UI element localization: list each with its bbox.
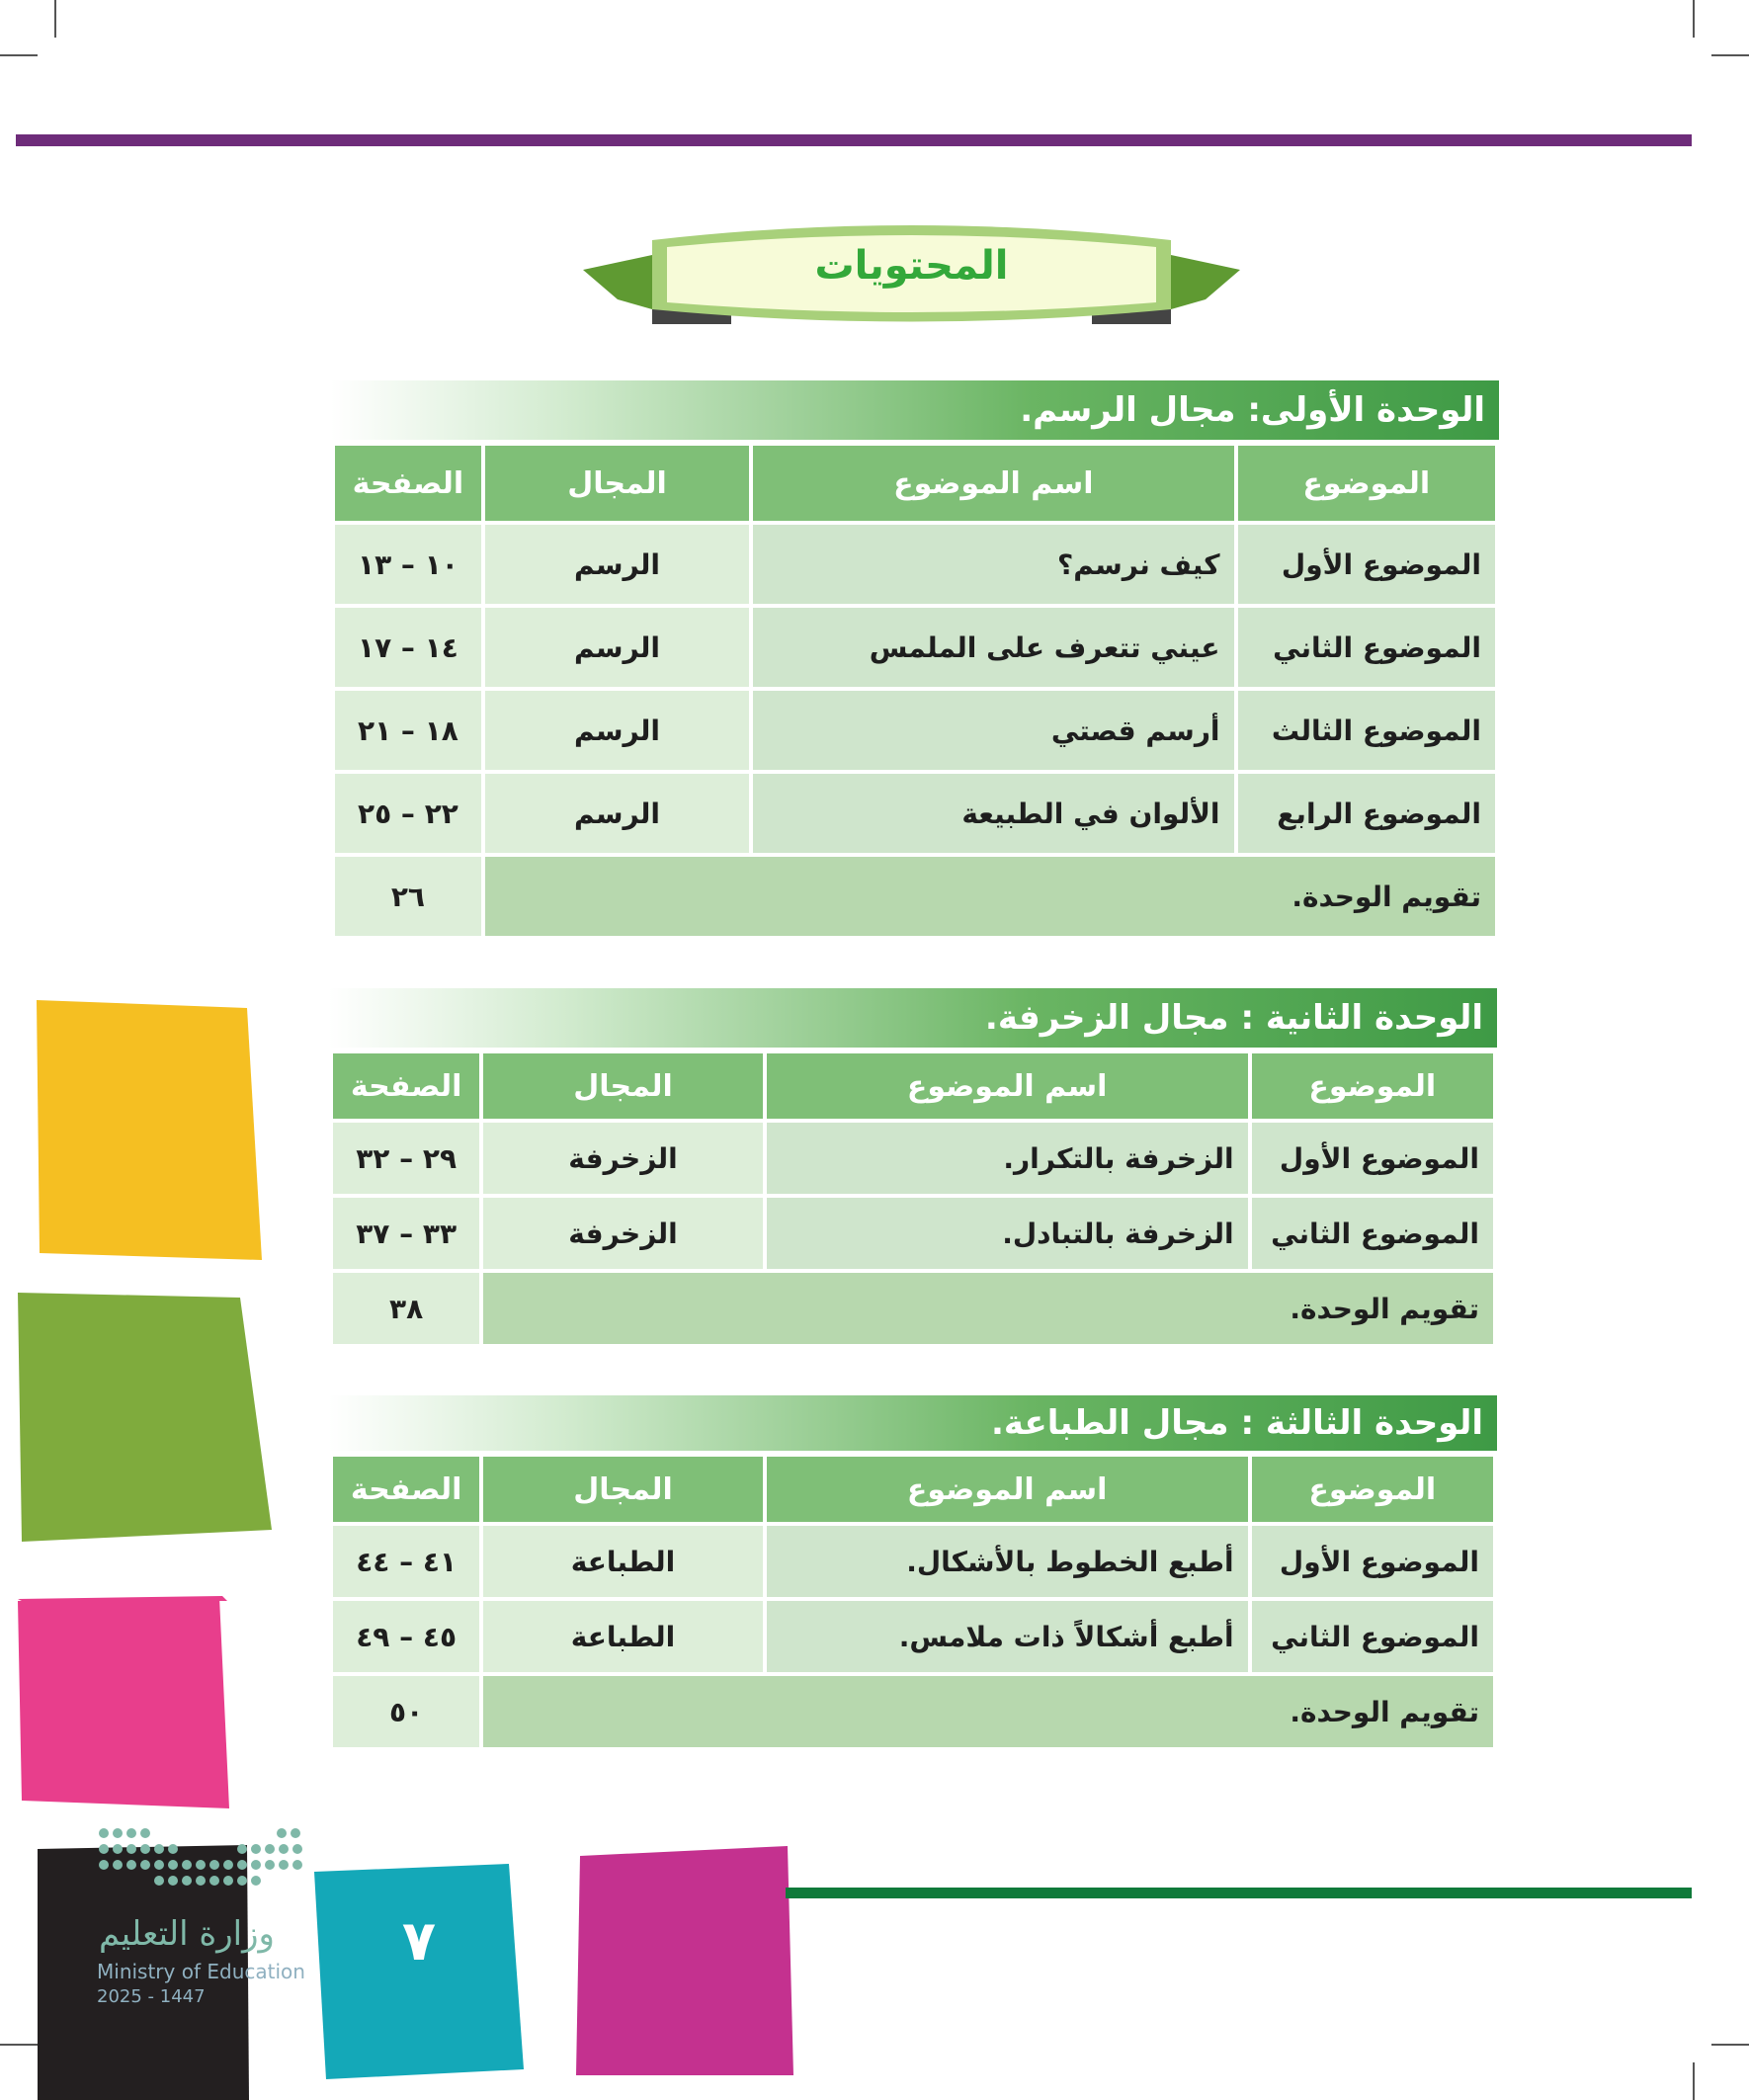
name-cell: الزخرفة بالتبادل. xyxy=(767,1198,1248,1269)
header-field: المجال xyxy=(485,446,749,521)
evaluation-cell: تقويم الوحدة. xyxy=(483,1676,1493,1747)
field-cell: الرسم xyxy=(485,608,749,687)
page-cell: ٤٥ – ٤٩ xyxy=(333,1601,479,1672)
topic-cell: الموضوع الثالث xyxy=(1238,691,1495,770)
page-cell: ١٨ – ٢١ xyxy=(335,691,481,770)
ministry-year: 2025 - 1447 xyxy=(97,1986,206,2007)
header-page: الصفحة xyxy=(333,1457,479,1522)
topic-cell: الموضوع الثاني xyxy=(1252,1198,1493,1269)
header-page: الصفحة xyxy=(333,1053,479,1119)
topic-cell: الموضوع الأول xyxy=(1252,1123,1493,1194)
page-cell: ٣٣ – ٣٧ xyxy=(333,1198,479,1269)
evaluation-cell: تقويم الوحدة. xyxy=(483,1273,1493,1344)
name-cell: الزخرفة بالتكرار. xyxy=(767,1123,1248,1194)
name-cell: الألوان في الطبيعة xyxy=(753,774,1233,853)
header-field: المجال xyxy=(483,1053,762,1119)
name-cell: أطبع الخطوط بالأشكال. xyxy=(767,1526,1248,1597)
bottom-green-rule xyxy=(786,1888,1692,1898)
unit-2-title: الوحدة الثانية : مجال الزخرفة. xyxy=(329,988,1497,1048)
table-header-row xyxy=(335,446,1495,521)
evaluation-page-cell: ٢٦ xyxy=(335,857,481,936)
header-topic: الموضوع xyxy=(1238,446,1495,521)
title-banner xyxy=(583,215,1240,329)
header-topic: الموضوع xyxy=(1252,1053,1493,1119)
page-cell: ٢٢ – ٢٥ xyxy=(335,774,481,853)
ministry-name-arabic: وزارة التعليم xyxy=(99,1914,275,1954)
crop-mark xyxy=(1693,0,1695,38)
table-row xyxy=(335,774,1495,853)
evaluation-row xyxy=(335,857,1495,936)
header-page: الصفحة xyxy=(335,446,481,521)
unit-1-title: الوحدة الأولى: مجال الرسم. xyxy=(331,380,1499,440)
name-cell: عيني تتعرف على الملمس xyxy=(753,608,1233,687)
table-row xyxy=(335,691,1495,770)
topic-cell: الموضوع الثاني xyxy=(1252,1601,1493,1672)
field-cell: الرسم xyxy=(485,774,749,853)
field-cell: الرسم xyxy=(485,525,749,604)
header-topic: الموضوع xyxy=(1252,1457,1493,1522)
field-cell: الزخرفة xyxy=(483,1123,762,1194)
page-cell: ١٠ – ١٣ xyxy=(335,525,481,604)
page-cell: ٤١ – ٤٤ xyxy=(333,1526,479,1597)
topic-cell: الموضوع الرابع xyxy=(1238,774,1495,853)
header-name: اسم الموضوع xyxy=(767,1457,1248,1522)
page-number: ٧ xyxy=(401,1909,437,1974)
decorative-squares xyxy=(0,988,810,1601)
unit-3-title: الوحدة الثالثة : مجال الطباعة. xyxy=(329,1395,1497,1451)
topic-cell: الموضوع الأول xyxy=(1238,525,1495,604)
page-cell: ٢٩ – ٣٢ xyxy=(333,1123,479,1194)
unit-1-table xyxy=(331,442,1499,940)
page-cell: ١٤ – ١٧ xyxy=(335,608,481,687)
topic-cell: الموضوع الأول xyxy=(1252,1526,1493,1597)
header-name: اسم الموضوع xyxy=(767,1053,1248,1119)
name-cell: أرسم قصتي xyxy=(753,691,1233,770)
crop-mark xyxy=(54,0,56,38)
name-cell: أطبع أشكالاً ذات ملامس. xyxy=(767,1601,1248,1672)
header-field: المجال xyxy=(483,1457,762,1522)
table-row xyxy=(335,525,1495,604)
ministry-logo-dots-icon xyxy=(94,1823,311,1897)
crop-mark xyxy=(1711,54,1749,56)
page-title: المحتويات xyxy=(814,243,1009,289)
field-cell: الطباعة xyxy=(483,1526,762,1597)
topic-cell: الموضوع الثاني xyxy=(1238,608,1495,687)
crop-mark xyxy=(0,54,38,56)
crop-mark xyxy=(1711,2044,1749,2046)
field-cell: الرسم xyxy=(485,691,749,770)
field-cell: الطباعة xyxy=(483,1601,762,1672)
header-name: اسم الموضوع xyxy=(753,446,1233,521)
table-row xyxy=(335,608,1495,687)
evaluation-cell: تقويم الوحدة. xyxy=(485,857,1495,936)
table-row xyxy=(333,1601,1493,1672)
field-cell: الزخرفة xyxy=(483,1198,762,1269)
name-cell: كيف نرسم؟ xyxy=(753,525,1233,604)
magenta-square xyxy=(568,1828,795,2075)
pink-square xyxy=(0,1581,247,1808)
crop-mark xyxy=(1693,2062,1695,2100)
ministry-name-english: Ministry of Education xyxy=(97,1960,305,1983)
evaluation-row xyxy=(333,1676,1493,1747)
top-purple-rule xyxy=(16,134,1692,146)
unit-1 xyxy=(331,380,1499,940)
evaluation-page-cell: ٣٨ xyxy=(333,1273,479,1344)
evaluation-page-cell: ٥٠ xyxy=(333,1676,479,1747)
